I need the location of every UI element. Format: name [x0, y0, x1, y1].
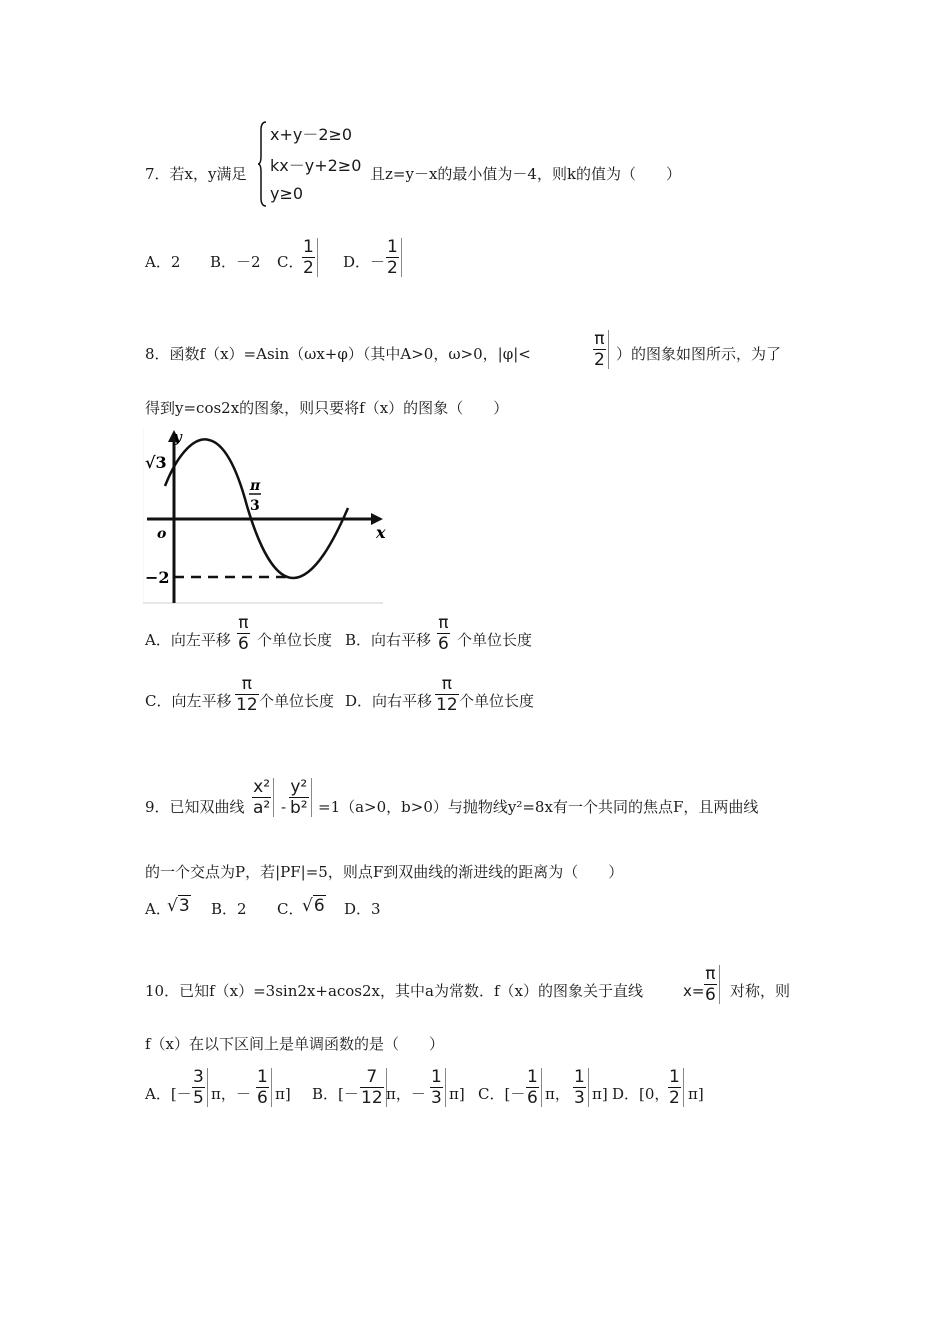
- q8-option-a-suffix: 个单位长度: [257, 631, 333, 649]
- q10-option-c-label: C．[－: [478, 1085, 526, 1103]
- q8-option-d-fraction: π 12: [436, 674, 458, 715]
- q9-option-a-sqrt: √3: [167, 896, 190, 916]
- q7-inequality-system: [258, 116, 370, 212]
- q10-option-d-label: D．[0，: [612, 1085, 670, 1103]
- q8-option-d-label: D．向右平移: [345, 692, 433, 710]
- q10-option-a-end: π]: [275, 1085, 291, 1103]
- q8-option-d-suffix: 个单位长度: [459, 692, 535, 710]
- q10-line-x-eq: x=: [683, 982, 705, 1000]
- q10-option-c-frac1: 1 6: [526, 1068, 542, 1107]
- q10-option-b-frac2: 1 3: [430, 1068, 446, 1107]
- q10-stem-line1-suffix: 对称，则: [730, 982, 791, 1000]
- q7-stem-prefix: 7．若x，y满足: [145, 165, 247, 183]
- q7-condition-3: y≥0: [270, 184, 304, 203]
- q7-condition-1: x+y－2≥0: [270, 125, 353, 144]
- q8-option-a-fraction: π 6: [238, 613, 249, 654]
- graph-x-label: x: [376, 523, 386, 542]
- q9-minus: -: [281, 798, 287, 816]
- q7-condition-2: kx－y+2≥0: [270, 156, 362, 175]
- graph-min-label: −2: [145, 568, 170, 587]
- q10-option-a-frac2: 1 6: [256, 1068, 272, 1107]
- q10-stem-line1-prefix: 10．已知f（x）=3sin2x+acos2x，其中a为常数．f（x）的图象关于直线: [145, 982, 643, 1000]
- graph-root-numerator: π: [250, 478, 261, 494]
- q10-option-c-frac2: 1 3: [573, 1068, 589, 1107]
- q8-sine-graph: [143, 428, 388, 606]
- q8-stem-line2: 得到y=cos2x的图象，则只要将f（x）的图象（ ）: [145, 399, 509, 417]
- q9-fraction-x2-a2: x² a²: [252, 778, 274, 817]
- q8-option-a-label: A．向左平移: [145, 631, 231, 649]
- q8-option-b-fraction: π 6: [438, 613, 449, 654]
- q10-option-a-frac1: 3 5: [192, 1068, 208, 1107]
- q7-option-c-label: C．: [277, 253, 304, 271]
- q7-stem-suffix: 且z=y－x的最小值为－4，则k的值为（ ）: [370, 165, 682, 183]
- q10-option-b-frac1: 7 12: [360, 1068, 387, 1107]
- graph-origin-label: o: [157, 526, 167, 542]
- q9-stem-prefix: 9．已知双曲线: [145, 798, 245, 816]
- q10-option-b-end: π]: [449, 1085, 465, 1103]
- q9-fraction-y2-b2: y² b²: [289, 778, 312, 817]
- q10-axis-fraction: π 6: [704, 965, 720, 1004]
- q7-option-d-fraction: 1 2: [386, 238, 402, 277]
- q10-option-a-label: A．[－: [145, 1085, 192, 1103]
- q10-option-c-end: π]: [592, 1085, 608, 1103]
- q10-option-c-mid: π，: [545, 1085, 570, 1103]
- q7-option-b: B．－2: [210, 253, 261, 271]
- q9-option-a-label: A．: [145, 900, 171, 918]
- q9-stem-suffix: =1（a>0，b>0）与抛物线y²=8x有一个共同的焦点F，且两曲线: [318, 798, 759, 816]
- q10-option-d-end: π]: [688, 1085, 704, 1103]
- q10-option-a-mid: π，－: [211, 1085, 251, 1103]
- q8-option-c-label: C．向左平移: [145, 692, 232, 710]
- q8-option-c-suffix: 个单位长度: [259, 692, 335, 710]
- q8-option-b-label: B．向右平移: [345, 631, 432, 649]
- q10-option-b-label: B．[－: [312, 1085, 359, 1103]
- q9-option-d: D．3: [344, 900, 381, 918]
- q10-stem-line2: f（x）在以下区间上是单调函数的是（ ）: [145, 1035, 445, 1053]
- graph-root-denominator: 3: [250, 498, 260, 514]
- q8-stem-line1-suffix: ）的图象如图所示，为了: [616, 345, 782, 363]
- q8-option-c-fraction: π 12: [236, 674, 258, 715]
- q10-option-d-frac1: 1 2: [668, 1068, 684, 1107]
- left-brace-icon: [258, 120, 268, 208]
- q9-option-b: B．2: [211, 900, 247, 918]
- graph-y-label: y: [173, 428, 182, 446]
- q9-option-c-sqrt: √6: [302, 896, 325, 916]
- q10-option-b-mid: π，－: [386, 1085, 426, 1103]
- q8-phi-bound-fraction: π 2: [593, 330, 609, 369]
- q7-option-c-fraction: 1 2: [302, 238, 318, 277]
- q7-option-d-label: D．－: [343, 253, 386, 271]
- q9-stem-line2: 的一个交点为P，若|PF|=5，则点F到双曲线的渐进线的距离为（ ）: [145, 863, 624, 881]
- q9-option-c-label: C．: [277, 900, 304, 918]
- q7-option-a: A．2: [145, 253, 181, 271]
- graph-max-label: √3: [145, 453, 167, 472]
- q8-option-b-suffix: 个单位长度: [457, 631, 533, 649]
- q8-stem-line1-prefix: 8．函数f（x）=Asin（ωx+φ）（其中A>0，ω>0，|φ|<: [145, 345, 531, 363]
